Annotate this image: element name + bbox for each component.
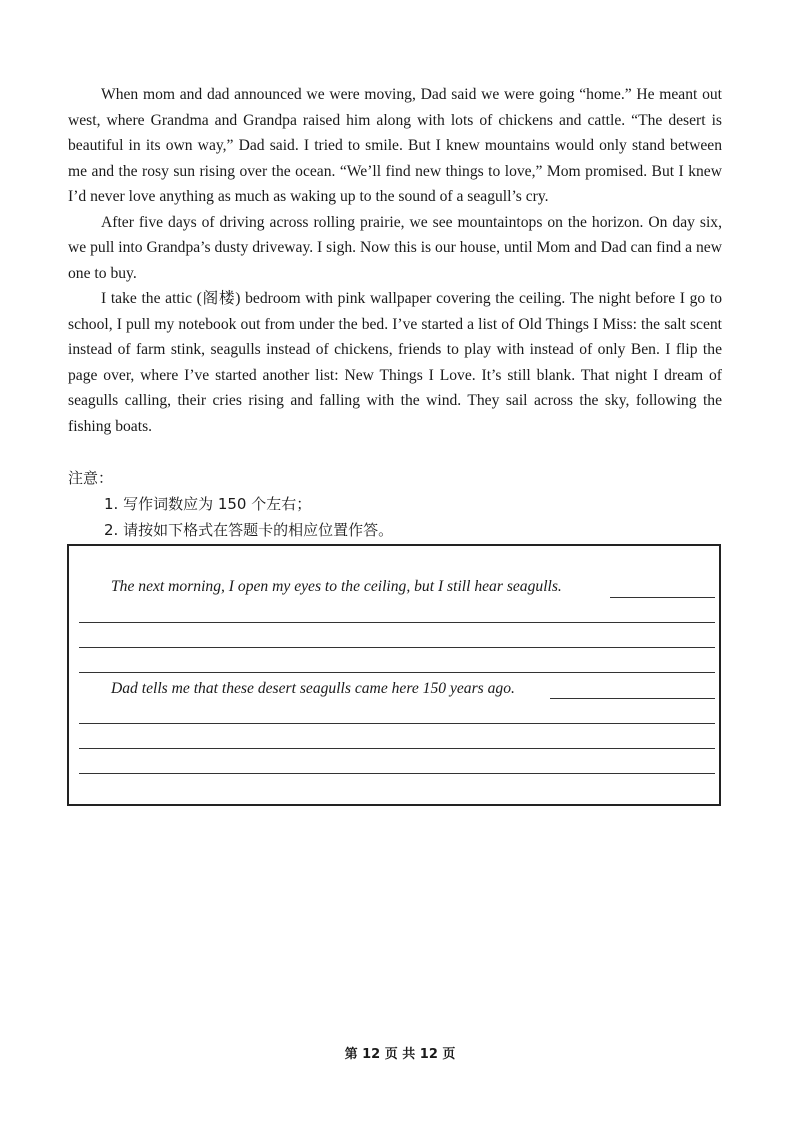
writing-line[interactable] — [550, 698, 715, 699]
writing-line[interactable] — [79, 773, 715, 774]
writing-line[interactable] — [610, 597, 715, 598]
writing-line[interactable] — [79, 622, 715, 623]
notes-heading: 注意： — [68, 469, 114, 487]
continuation-prompt-1: The next morning, I open my eyes to the ceiling, but I still hear seagulls. — [111, 578, 562, 595]
answer-box — [67, 544, 721, 806]
passage-paragraph-1: When mom and dad announced we were moving, Dad said we were going “home.” He meant out west, where Grandma and Grandpa raised him along with lots of chickens and cattle. “The desert is beautiful in its own way,” Dad said. I tried to smile. But I knew mountains would only stand between me and the rosy sun rising over the ocean. “We’ll find new things to love,” Mom promised. But I knew I’d never love anything as much as waking up to the sound of a seagull’s cry. — [68, 86, 722, 205]
writing-line[interactable] — [79, 672, 715, 673]
note-item-answer-format: 2. 请按如下格式在答题卡的相应位置作答。 — [104, 521, 394, 539]
page-number: 第 12 页 共 12 页 — [344, 1047, 456, 1062]
passage-paragraph-3: I take the attic (阁楼) bedroom with pink wallpaper covering the ceiling. The night before I go to school, I pull my notebook out from under the bed. I’ve started a list of Old Things I Miss: the salt scent instead of farm stink, seagulls instead of chickens, friends to play with instead of only Ben. I flip the page over, where I’ve started another list: New Things I Love. It’s still blank. That night I dream of seagulls calling, their cries rising and falling with the wind. They sail across the sky, following the fishing boats. — [68, 290, 722, 435]
writing-line[interactable] — [79, 647, 715, 648]
reading-passage — [68, 82, 722, 439]
writing-notes — [68, 465, 722, 543]
passage-paragraph-2: After five days of driving across rolling prairie, we see mountaintops on the horizon. On day six, we pull into Grandpa’s dusty driveway. I sigh. Now this is our house, until Mom and Dad can find a new one to buy. — [68, 213, 722, 282]
note-item-word-count: 1. 写作词数应为 150 个左右； — [104, 495, 312, 513]
writing-line[interactable] — [79, 723, 715, 724]
writing-line[interactable] — [79, 748, 715, 749]
continuation-prompt-2: Dad tells me that these desert seagulls came here 150 years ago. — [111, 680, 515, 697]
